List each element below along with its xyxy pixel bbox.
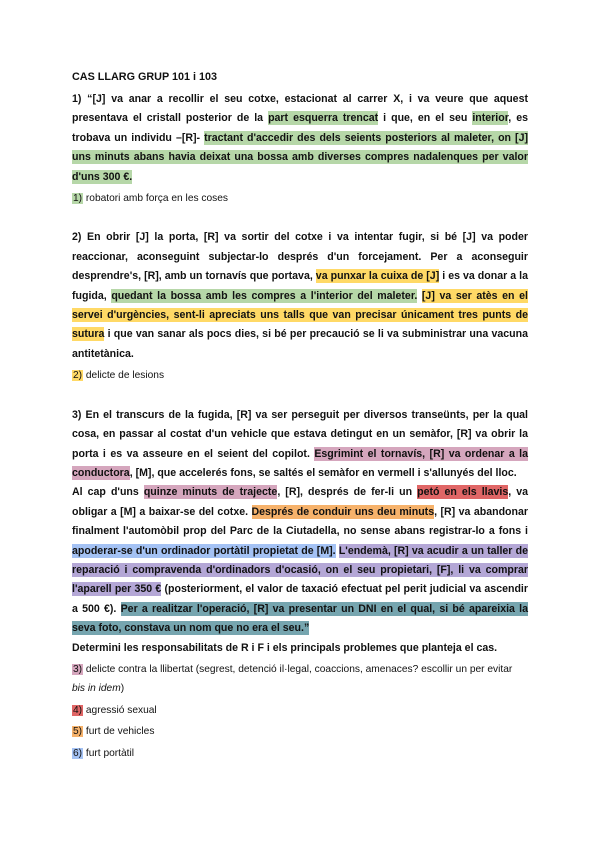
text: 3) En el transcurs de la fugida, [R] va ser perseguit per diversos transeünts, per la qual cosa, en passar al costat d'un vehicle que estava detingut en un semàfor, [R] va obrir la porta i es va asseure en el seient del copilot. bbox=[72, 408, 528, 460]
text: 2) En obrir [J] la porta, [R] va sortir del cotxe i va intentar fugir, si bé [J] va poder reaccionar, aconseguint subjectar-lo després d'un forcejament. Per a aconseguir desprendre's, [R], amb un tornavís que portava, bbox=[72, 231, 528, 283]
paragraph-2 bbox=[72, 228, 528, 364]
highlight-green: interior bbox=[472, 112, 509, 125]
highlight-orange: Després de conduir uns deu minuts bbox=[251, 505, 435, 518]
note-text: furt portàtil bbox=[83, 747, 135, 759]
note-number: 1) bbox=[73, 193, 83, 205]
note-text: delicte contra la llibertat (segrest, detenció il·legal, coaccions, amenaces? escollir un per evitar bbox=[83, 663, 513, 675]
note-text: furt de vehicles bbox=[83, 726, 155, 738]
highlight-green: quedant la bossa amb les compres a l'interior del maleter. bbox=[111, 289, 418, 302]
text: 1) “[J] va anar a recollir el seu cotxe, estacionat al carrer X, i va veure que aquest presentava el cristall posterior de la bbox=[72, 93, 528, 125]
note-number: 2) bbox=[73, 370, 83, 382]
note-text: agressió sexual bbox=[83, 704, 157, 716]
note-number: 3) bbox=[73, 663, 83, 675]
note-5 bbox=[72, 722, 528, 741]
note-text: delicte de lesions bbox=[83, 370, 165, 382]
text: Al cap d'uns bbox=[72, 486, 144, 499]
note-4 bbox=[72, 701, 528, 720]
note-number: 4) bbox=[73, 704, 83, 716]
note-number: 6) bbox=[73, 747, 83, 759]
paragraph-3 bbox=[72, 406, 528, 484]
text: , [R], després de fer-li un bbox=[277, 486, 418, 499]
note-6 bbox=[72, 744, 528, 763]
highlight-orange: va punxar la cuixa de [J] bbox=[315, 270, 440, 283]
note-text: ) bbox=[120, 683, 125, 695]
text: i es va donar a la fugida, bbox=[72, 270, 528, 302]
paragraph-5: Determini les responsabilitats de R i F i els principals problemes que planteja el cas. bbox=[72, 641, 498, 654]
highlight-blue: apoderar-se d'un ordinador portàtil propietat de [M]. bbox=[72, 544, 336, 557]
note-text: robatori amb força en les coses bbox=[83, 193, 229, 205]
text: i que, en el seu bbox=[378, 112, 473, 125]
text: , [M], que accelerés fons, se saltés el semàfor en vermell i s'allunyés del lloc. bbox=[129, 466, 517, 479]
highlight-pink: quinze minuts de trajecte bbox=[143, 486, 278, 499]
note-3 bbox=[72, 660, 528, 699]
paragraph-4 bbox=[72, 483, 528, 638]
text: , va obligar a [M] a baixar-se del cotxe. bbox=[72, 486, 528, 518]
text: , [R] va abandonar finalment l'automòbil prop del Parc de la Ciutadella, no sense abans registrar-lo a fons i bbox=[72, 505, 529, 538]
note-italic: bis in idem bbox=[72, 683, 121, 695]
highlight-red: petó en els llavis bbox=[417, 486, 509, 499]
text: i que van sanar als pocs dies, si bé per precaució se li va subministrar una vacuna antitetànica. bbox=[72, 328, 528, 360]
note-1 bbox=[72, 189, 528, 208]
highlight-orange: [J] va ser atès en el servei d'urgències, sent-li apreciats uns talls que van precisar únicament tres punts de sutura bbox=[72, 289, 528, 341]
highlight-pink: Esgrimint el tornavís, [R] va ordenar a la conductora bbox=[72, 447, 529, 479]
text: , es trobava un individu –[R]- bbox=[72, 112, 528, 144]
highlight-green: part esquerra trencat bbox=[268, 112, 379, 125]
document-title: CAS LLARG GRUP 101 i 103 bbox=[72, 71, 218, 83]
document-body bbox=[72, 70, 528, 763]
note-2 bbox=[72, 366, 528, 385]
highlight-green: tractant d'accedir des dels seients posteriors al maleter, on [J] uns minuts abans havia deixat una bossa amb diverses compres nadalenques per valor d'uns 300 €. bbox=[72, 131, 528, 183]
note-number: 5) bbox=[73, 726, 83, 738]
highlight-purple: L'endemà, [R] va acudir a un taller de reparació i compravenda d'ordinadors d'ocasió, on el seu propietari, [F], li va comprar l'aparell per 350 € bbox=[72, 544, 528, 596]
paragraph-1 bbox=[72, 90, 528, 187]
text: (posteriorment, el valor de taxació efectuat pel perit judicial va ascendir a 500 €). bbox=[72, 583, 528, 615]
highlight-teal: Per a realitzar l'operació, [R] va presentar un DNI en el qual, si bé apareixia la seva foto, constava un nom que no era el seu.” bbox=[72, 602, 528, 635]
